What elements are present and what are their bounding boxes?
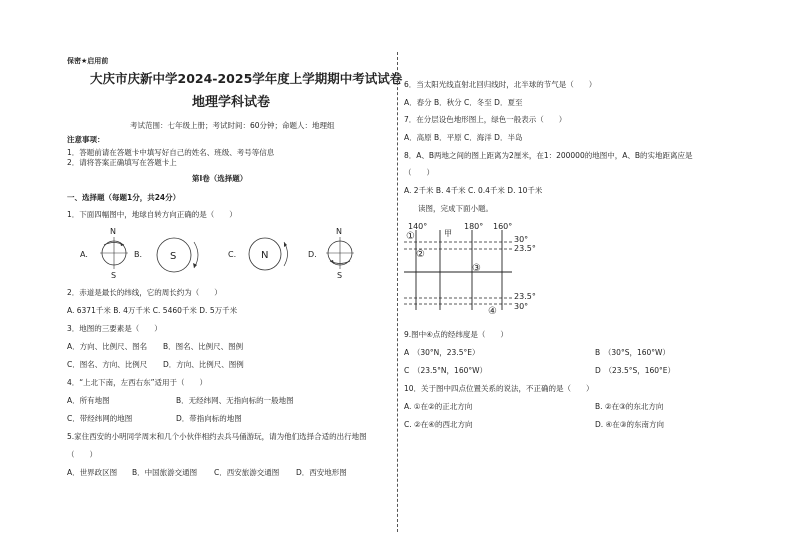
note-item-2: 2．请将答案正确填写在答题卡上 [67, 158, 177, 167]
q1-option-c-label: C. [228, 250, 237, 259]
q10-stem: 10．关于图中四点位置关系的说法，不正确的是（ ） [404, 384, 594, 393]
q5-option-b: B．中国旅游交通图 [132, 468, 198, 477]
q9-option-a: A （30°N，23.5°E） [404, 348, 480, 357]
lat-235n-label: 23.5° [514, 244, 536, 253]
point-2: ② [416, 249, 425, 260]
q9-stem: 9.图中④点的经纬度是（ ） [404, 330, 508, 339]
q9-option-b: B （30°S，160°W） [595, 348, 670, 357]
q1-a-s: S [111, 271, 117, 280]
exam-title: 大庆市庆新中学2024-2025学年度上学期期中考试试卷 [90, 71, 403, 86]
q10-option-c: C. ②在④的西北方向 [404, 420, 473, 429]
point-3: ③ [472, 263, 481, 274]
q4-option-d: D．带指向标的地图 [176, 414, 242, 423]
q10-option-d: D. ④在③的东南方向 [595, 420, 664, 429]
lat-30n-label: 30° [514, 235, 529, 244]
map-intro: 读图，完成下面小题。 [418, 204, 493, 213]
q4-option-b: B．无经纬网、无指向标的一般地图 [176, 396, 294, 405]
globe-c-arrowhead [284, 242, 287, 247]
point-4: ④ [488, 306, 497, 317]
subject-title: 地理学科试卷 [192, 95, 271, 110]
q10-option-a: A. ①在②的正北方向 [404, 402, 473, 411]
exam-info: 考试范围：七年级上册；考试时间：60分钟；命题人：地理组 [130, 121, 335, 130]
q3-option-b: B．图名、比例尺、图例 [163, 342, 244, 351]
q1-option-d-label: D. [308, 250, 317, 259]
q6-stem: 6．当太阳光线直射北回归线时，北半球的节气是（ ） [404, 80, 597, 89]
q3-option-c: C．图名、方向、比例尺 [67, 360, 148, 369]
lat-30s-label: 30° [514, 302, 529, 311]
q3-option-d: D．方向、比例尺、图例 [163, 360, 244, 369]
q6-options: A．春分 B．秋分 C．冬至 D．夏至 [404, 98, 523, 107]
q5-option-d: D．西安地形图 [296, 468, 347, 477]
q5-stem: 5.家住西安的小明同学周末和几个小伙伴相约去兵马俑游玩，请为他们选择合适的出行地图 [67, 432, 367, 441]
point-1: ① [406, 231, 415, 242]
q8-options: A. 2千米 B. 4千米 C. 0.4千米 D. 10千米 [404, 186, 543, 195]
note-item-1: 1．答题前请在答题卡中填写好自己的姓名、班级、考号等信息 [67, 148, 275, 157]
q3-option-a: A．方向、比例尺、图名 [67, 342, 148, 351]
lon-160-label: 160° [493, 222, 513, 231]
q4-option-c: C．带经纬网的地图 [67, 414, 133, 423]
q9-option-d: D （23.5°S，160°E） [595, 366, 676, 375]
latlon-map [400, 220, 550, 320]
q1-option-a-label: A. [80, 250, 88, 259]
q5-option-a: A．世界政区图 [67, 468, 118, 477]
column-divider [397, 52, 398, 532]
q3-stem: 3．地图的三要素是（ ） [67, 324, 162, 333]
q1-d-n: N [336, 227, 342, 236]
q1-option-b-label: B. [134, 250, 143, 259]
q9-option-c: C （23.5°N，160°W） [404, 366, 488, 375]
secret-label: 保密★启用前 [67, 57, 109, 65]
q1-a-n: N [110, 227, 116, 236]
q4-stem: 4．“上北下南，左西右东”适用于（ ） [67, 378, 208, 387]
q7-options: A．高原 B．平原 C．海洋 D．半岛 [404, 133, 523, 142]
q7-stem: 7．在分层设色地形图上，绿色一般表示（ ） [404, 115, 567, 124]
q2-options: A. 6371千米 B. 4万千米 C. 5460千米 D. 5万千米 [67, 306, 238, 315]
notes-heading: 注意事项： [67, 135, 105, 144]
q5-paren: （ ） [67, 450, 97, 459]
section-title: 一、选择题（每题1分，共24分） [67, 193, 181, 202]
q1-d-s: S [337, 271, 343, 280]
q1-figures [60, 222, 380, 280]
jia-label: 甲 [444, 229, 452, 238]
part1-title: 第Ⅰ卷（选择题） [192, 174, 248, 183]
lon-140-label: 140° [408, 222, 428, 231]
q2-stem: 2．赤道是最长的纬线，它的周长约为（ ） [67, 288, 222, 297]
q1-b-s: S [170, 251, 177, 262]
q10-option-b: B. ②在③的东北方向 [595, 402, 664, 411]
lat-235s-label: 23.5° [514, 292, 536, 301]
q1-stem: 1．下面四幅图中，地球自转方向正确的是（ ） [67, 210, 237, 219]
q1-c-n: N [261, 250, 269, 261]
q8-paren: （ ） [404, 168, 434, 177]
q8-stem: 8．A、B两地之间的图上距离为2厘米，在1：200000的地图中，A、B的实地距离应是 [404, 151, 693, 160]
q4-option-a: A．所有地图 [67, 396, 110, 405]
q5-option-c: C．西安旅游交通图 [214, 468, 280, 477]
lon-180-label: 180° [464, 222, 484, 231]
